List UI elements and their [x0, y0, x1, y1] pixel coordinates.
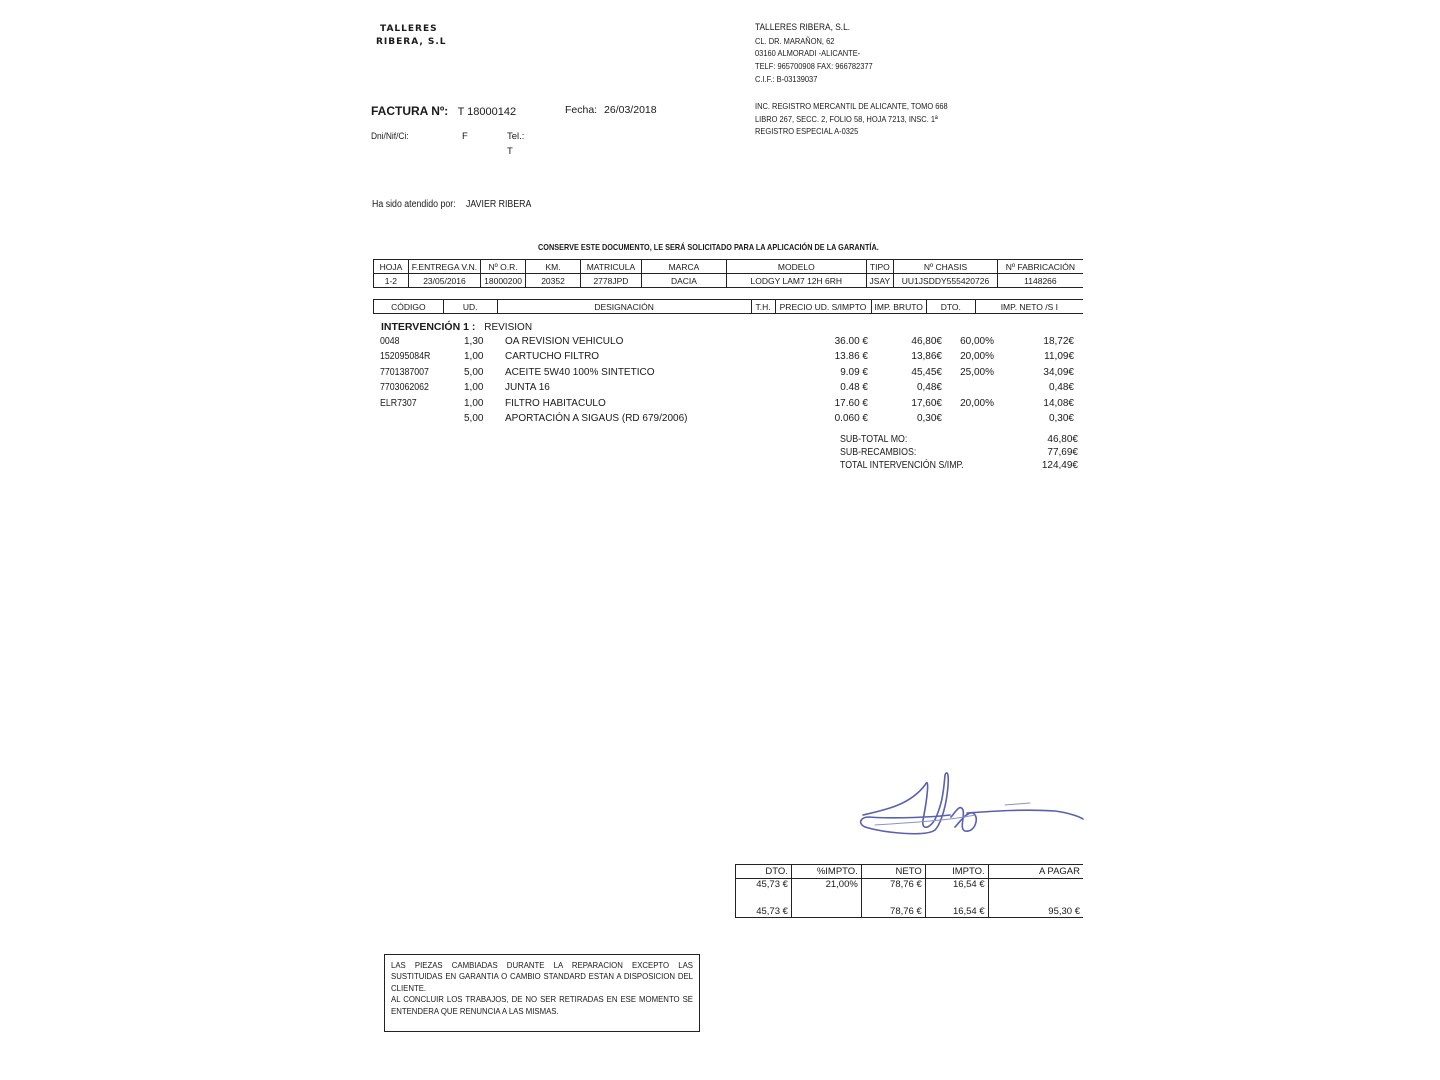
table-row [380, 398, 1080, 413]
item-gross: 0,30€ [916, 413, 942, 424]
item-qty: 5,00 [464, 366, 484, 378]
intervention-label: INTERVENCIÓN 1 : [381, 321, 476, 333]
vehicle-value-cell: DACIA [641, 274, 726, 288]
vehicle-value-cell: 23/05/2016 [408, 274, 480, 288]
item-desc: JUNTA 16 [505, 382, 550, 394]
vehicle-header-cell: F.ENTREGA V.N. [408, 260, 480, 274]
company-info-line: C.I.F.: B-03139037 [755, 73, 818, 84]
items-header-row [374, 300, 1084, 314]
totals-cell [791, 899, 861, 918]
invoice-date-block [565, 104, 657, 116]
items-header-cell: UD. [443, 300, 497, 314]
company-info [755, 22, 873, 86]
totals-header-cell: DTO. [736, 865, 792, 879]
items-header-cell: CÓDIGO [374, 300, 444, 314]
item-price: 36.00 € [834, 336, 868, 347]
item-desc: APORTACIÓN A SIGAUS (RD 679/2006) [505, 413, 688, 424]
company-logo-line1: TALLERES [380, 24, 438, 34]
totals-cell [988, 879, 1083, 900]
invoice-number: T 18000142 [457, 106, 517, 118]
items-header-cell: T.H. [751, 300, 775, 314]
item-desc: OA REVISION VEHICULO [505, 336, 624, 347]
subtotal-label: SUB-TOTAL MO: [840, 434, 908, 445]
attended-name: JAVIER RIBERA [466, 199, 532, 210]
totals-cell: 21,00% [791, 879, 861, 900]
subtotal-value: 46,80€ [1047, 434, 1078, 445]
attended-by-block [372, 199, 531, 210]
item-discount: 60,00% [960, 336, 994, 347]
registry-line: INC. REGISTRO MERCANTIL DE ALICANTE, TOMO 668 [755, 101, 948, 111]
items-header-cell: IMP. NETO /S I [975, 300, 1083, 314]
invoice-number-label: FACTURA Nº: [371, 104, 449, 118]
item-price: 0.060 € [834, 413, 868, 424]
vehicle-header-cell: KM. [525, 260, 580, 274]
vehicle-header-cell: MATRICULA [581, 260, 642, 274]
totals-cell: 16,54 € [925, 899, 988, 918]
item-net: 0,30€ [1048, 413, 1074, 424]
vehicle-header-cell: Nº FABRICACIÓN [997, 260, 1083, 274]
item-discount: 20,00% [960, 351, 994, 363]
table-row [380, 382, 1080, 397]
vehicle-table [373, 259, 1083, 288]
company-info-line: CL. DR. MARAÑON, 62 [755, 35, 835, 46]
totals-header-row [736, 865, 1084, 879]
dni-label: Dni/Nif/Ci: [371, 131, 409, 142]
item-code: ELR7307 [380, 397, 417, 409]
company-logo [376, 23, 447, 49]
item-gross: 0,48€ [916, 382, 942, 394]
table-row [380, 367, 1080, 382]
item-code: 0048 [380, 336, 400, 347]
subtotal-value: 124,49€ [1041, 460, 1078, 471]
company-info-line: TALLERES RIBERA, S.L. [755, 22, 851, 33]
totals-cell: 95,30 € [988, 899, 1083, 918]
subtotal-label: TOTAL INTERVENCIÓN S/IMP. [840, 460, 964, 471]
item-price: 9.09 € [840, 366, 868, 378]
vehicle-value-cell: LODGY LAM7 12H 6RH [727, 274, 866, 288]
registry-line: REGISTRO ESPECIAL A-0325 [755, 126, 859, 137]
item-desc: FILTRO HABITACULO [505, 397, 606, 409]
item-price: 13.86 € [834, 351, 868, 363]
totals-header-cell: IMPTO. [925, 865, 988, 879]
totals-cell: 16,54 € [925, 879, 988, 900]
totals-row [736, 899, 1084, 918]
vehicle-header-cell: Nº O.R. [481, 260, 526, 274]
vehicle-table-value-row [374, 274, 1084, 288]
vehicle-header-cell: TIPO [866, 260, 894, 274]
invoice-number-block [371, 104, 516, 118]
items-list [380, 336, 1080, 432]
vehicle-value-cell: 20352 [525, 274, 580, 288]
totals-cell: 78,76 € [861, 879, 925, 900]
item-discount: 20,00% [960, 397, 994, 409]
signature-image [855, 765, 1085, 840]
vehicle-header-cell: MARCA [641, 260, 726, 274]
tel-label: Tel.: [507, 131, 525, 142]
vehicle-value-cell: JSAY [866, 274, 894, 288]
vehicle-value-cell: 1-2 [374, 274, 409, 288]
totals-header-cell: NETO [861, 865, 925, 879]
totals-header-cell: A PAGAR [988, 865, 1083, 879]
item-code: 7701387007 [380, 366, 429, 378]
tel-value: T [507, 146, 513, 157]
vehicle-header-cell: HOJA [374, 260, 409, 274]
company-info-line: 03160 ALMORADI -ALICANTE- [755, 48, 861, 59]
item-desc: ACEITE 5W40 100% SINTETICO [505, 366, 655, 378]
totals-table [735, 864, 1083, 918]
subtotal-label: SUB-RECAMBIOS: [840, 447, 917, 458]
disclaimer-text: LAS PIEZAS CAMBIADAS DURANTE LA REPARACION EXCEPTO LAS SUSTITUIDAS EN GARANTIA O CAMBIO STANDARD ESTAN A DISPOSICION DEL CLIENTE. [391, 961, 693, 993]
disclaimer-text: AL CONCLUIR LOS TRABAJOS, DE NO SER RETIRADAS EN ESE MOMENTO SE ENTENDERA QUE RENUNCIA A LAS MISMAS. [391, 995, 693, 1016]
items-header-cell: DESIGNACIÓN [497, 300, 751, 314]
item-code: 7703062062 [380, 382, 429, 394]
item-net: 18,72€ [1043, 336, 1074, 347]
item-desc: CARTUCHO FILTRO [505, 351, 600, 363]
item-discount: 25,00% [960, 366, 994, 378]
guarantee-notice: CONSERVE ESTE DOCUMENTO, LE SERÁ SOLICITADO PARA LA APLICACIÓN DE LA GARANTÍA. [538, 242, 879, 252]
item-qty: 1,30 [464, 336, 484, 347]
vehicle-value-cell: 18000200 [481, 274, 526, 288]
table-row [380, 413, 1080, 428]
subtotal-value: 77,69€ [1047, 447, 1078, 458]
item-gross: 45,45€ [911, 366, 942, 378]
company-logo-line2: RIBERA, S.L [376, 37, 447, 47]
item-gross: 17,60€ [911, 397, 942, 409]
item-net: 11,09€ [1044, 351, 1074, 363]
items-header-table [373, 299, 1083, 314]
table-row [380, 336, 1080, 351]
item-net: 34,09€ [1043, 366, 1074, 378]
item-qty: 1,00 [464, 397, 484, 409]
items-header-cell: PRECIO UD. S/IMPTO [775, 300, 871, 314]
attended-label: Ha sido atendido por: [372, 199, 456, 210]
totals-cell: 78,76 € [861, 899, 925, 918]
totals-header-cell: %IMPTO. [791, 865, 861, 879]
registry-line: LIBRO 267, SECC. 2, FOLIO 58, HOJA 7213, INSC. 1ª [755, 113, 938, 124]
registry-info [755, 100, 948, 138]
item-net: 14,08€ [1043, 397, 1074, 409]
totals-row [736, 879, 1084, 900]
subtotals [840, 434, 1078, 476]
item-price: 0.48 € [840, 382, 868, 394]
disclaimer-box [384, 954, 700, 1032]
table-row [380, 351, 1080, 366]
vehicle-header-cell: Nº CHASIS [894, 260, 998, 274]
vehicle-value-cell: 1148266 [997, 274, 1083, 288]
company-info-line: TELF: 965700908 FAX: 966782377 [755, 61, 873, 72]
invoice-date: 26/03/2018 [604, 104, 657, 116]
item-net: 0,48€ [1048, 382, 1074, 394]
vehicle-header-cell: MODELO [727, 260, 866, 274]
items-header-cell: IMP. BRUTO [871, 300, 926, 314]
item-gross: 46,80€ [911, 336, 942, 347]
item-qty: 5,00 [464, 413, 484, 424]
item-gross: 13,86€ [911, 351, 942, 363]
item-price: 17.60 € [834, 397, 868, 409]
invoice-date-label: Fecha: [565, 104, 598, 116]
item-qty: 1,00 [464, 382, 484, 394]
vehicle-table-header-row [374, 260, 1084, 274]
vehicle-value-cell: UU1JSDDY555420726 [894, 274, 998, 288]
dni-value: F [462, 131, 468, 142]
totals-cell: 45,73 € [736, 899, 792, 918]
items-header-cell: DTO. [926, 300, 975, 314]
vehicle-value-cell: 2778JPD [581, 274, 642, 288]
intervention-heading [381, 321, 532, 333]
totals-cell: 45,73 € [736, 879, 792, 900]
item-qty: 1,00 [464, 351, 484, 363]
intervention-name: REVISION [484, 322, 533, 333]
item-code: 152095084R [380, 351, 431, 363]
